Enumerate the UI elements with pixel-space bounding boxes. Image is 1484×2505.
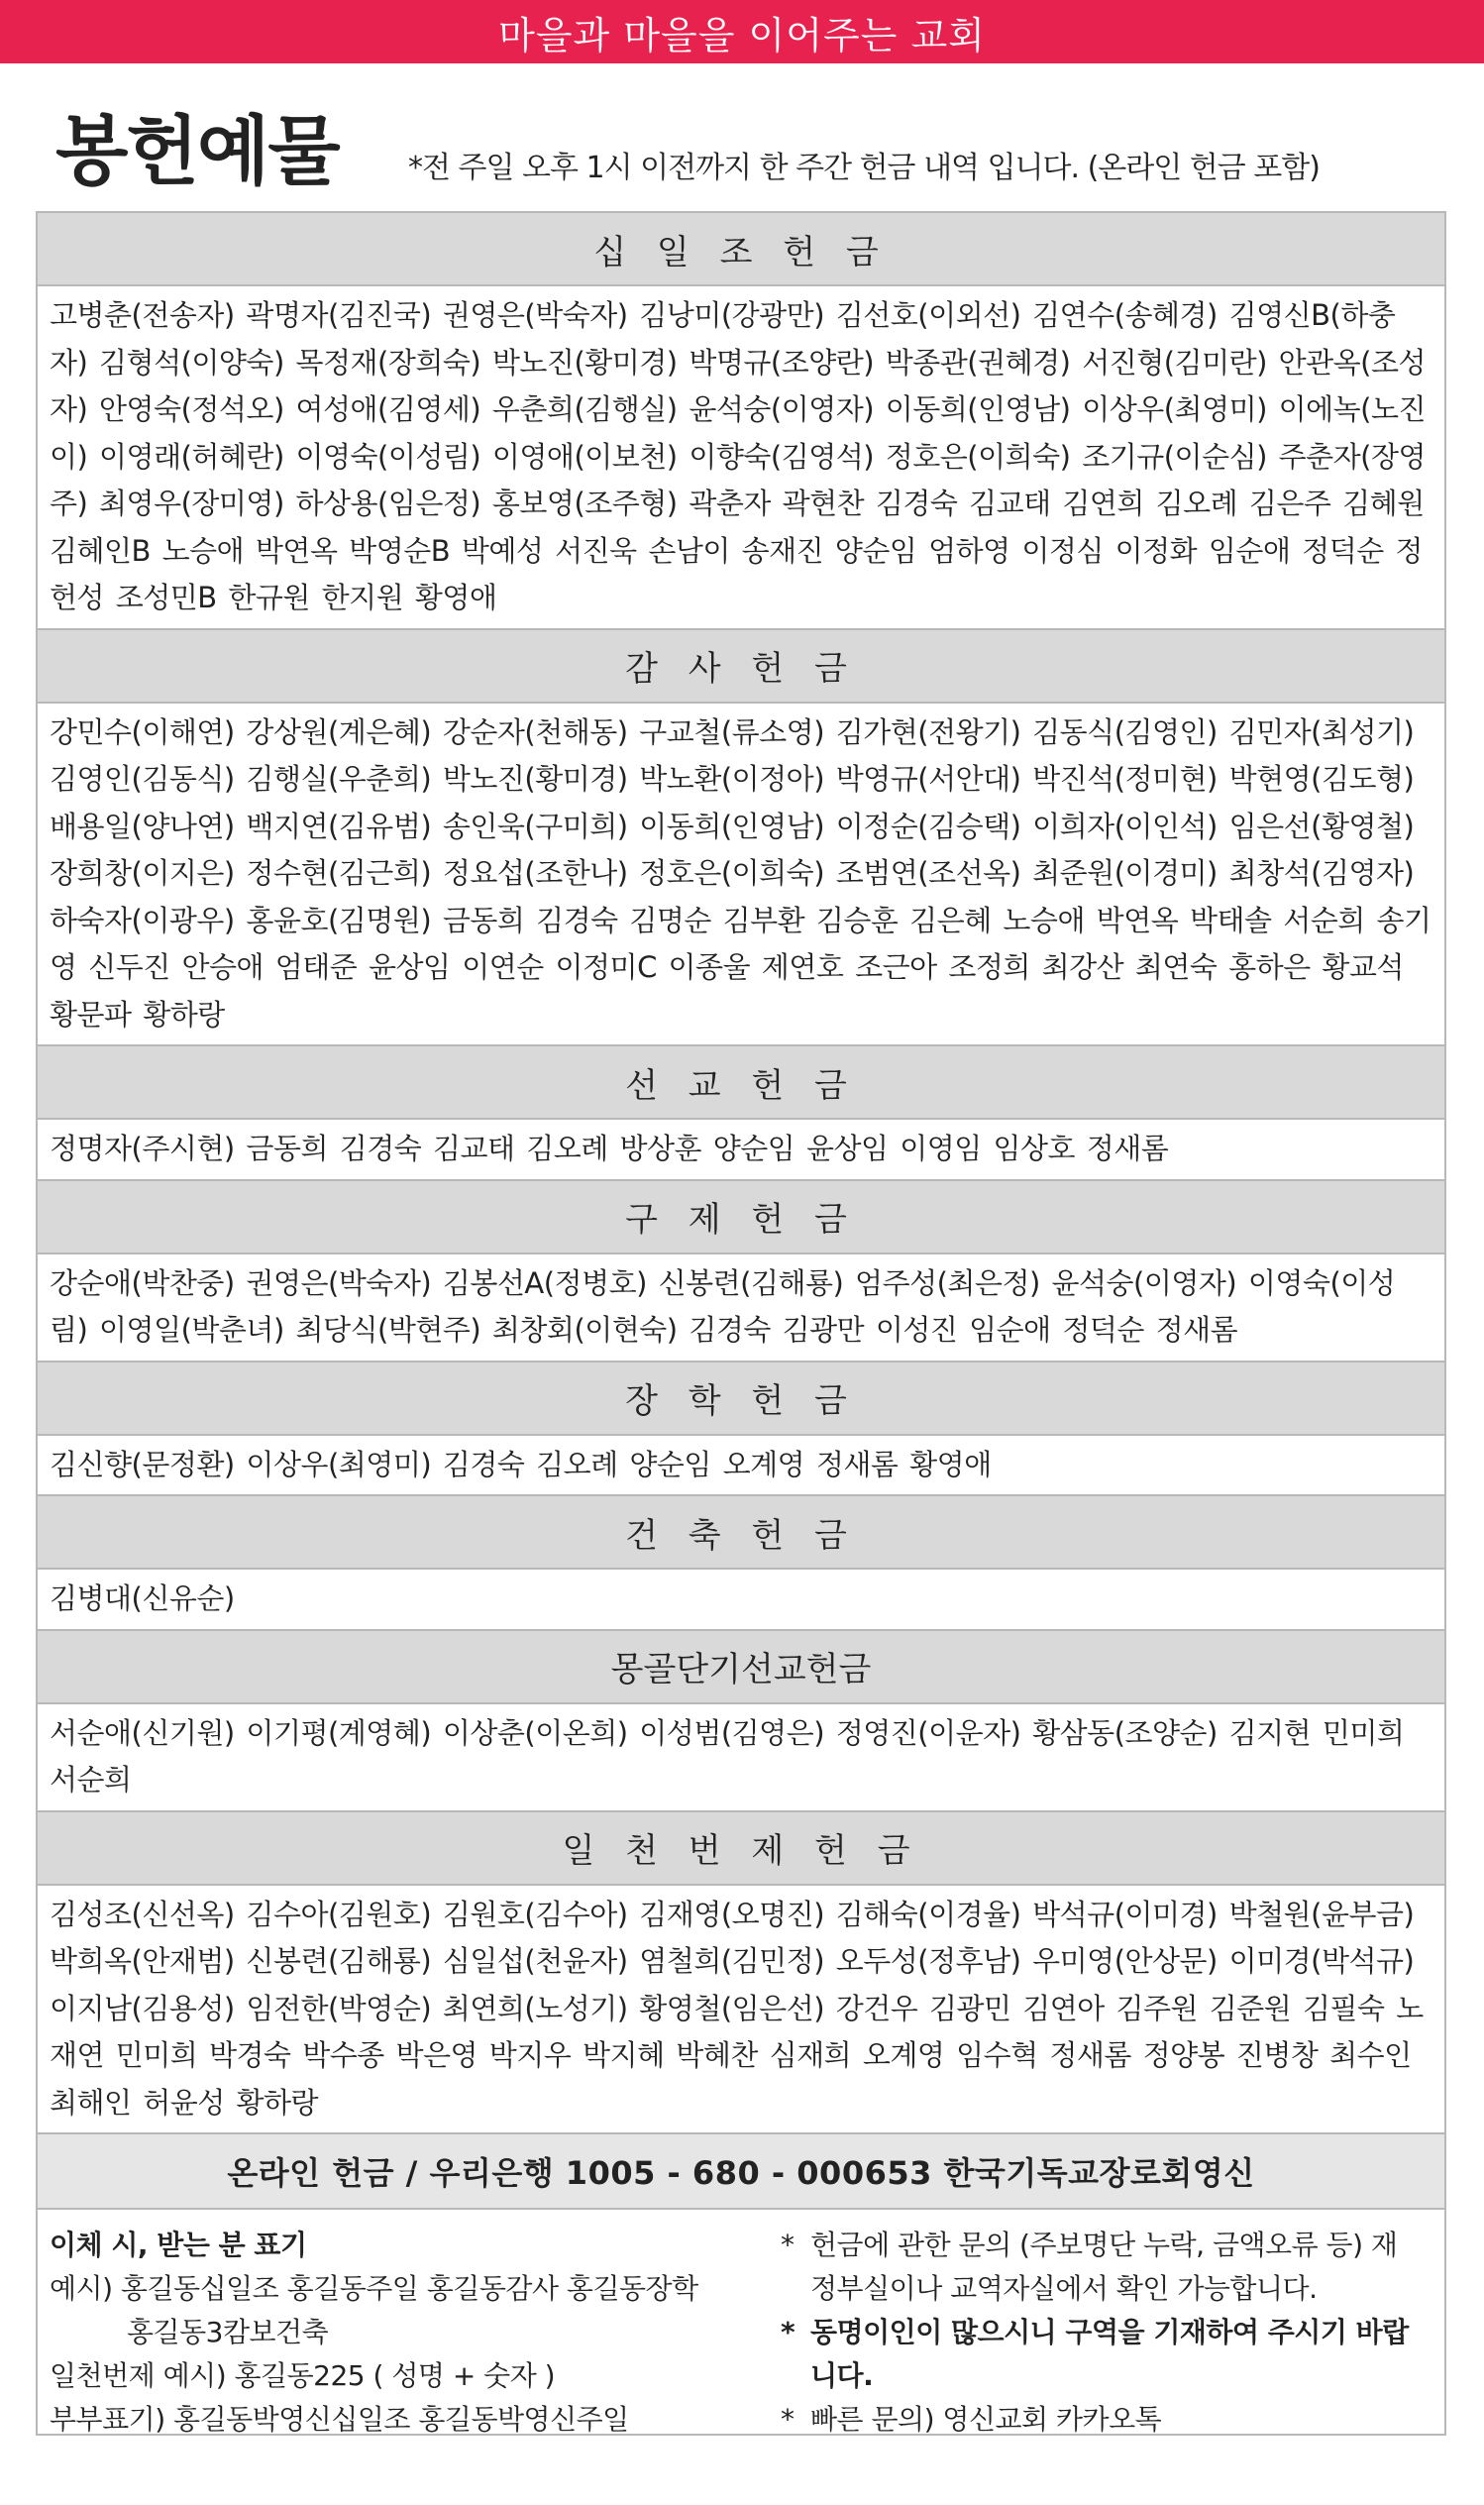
note-star: * — [781, 2229, 795, 2261]
online-bank-line: 온라인 헌금 / 우리은행 1005 - 680 - 000653 한국기독교장로회영신 — [38, 2134, 1444, 2210]
note-item — [781, 2398, 1415, 2442]
transfer-guide — [50, 2224, 781, 2442]
section-names-building: 김병대(신유순) — [38, 1570, 1444, 1631]
note-item — [781, 2311, 1415, 2398]
section-title-mission: 선 교 헌 금 — [38, 1046, 1444, 1120]
section-names-thousand: 김성조(신선옥) 김수아(김원호) 김원호(김수아) 김재영(오명진) 김해숙(이경율) 박석규(이미경) 박철원(윤부금) 박희옥(안재범) 신봉련(김해룡) 심일섭(천윤자) 염철희(김민정) 오두성(정후남) 우미영(안상문) 이미경(박석규) 이지남(김용성) 임전한(박영순) 최연희(노성기) 황영철(임은선) 강건우 김광민 김연아 김주원 김준원 김필숙 노재연 민미희 박경숙 박수종 박은영 박지우 박지혜 박혜찬 심재희 오계영 임수혁 정새롬 정양봉 진병창 최수인 최해인 허윤성 황하랑 — [38, 1886, 1444, 2135]
header-banner — [0, 0, 1484, 63]
note-text: 헌금에 관한 문의 (주보명단 누락, 금액오류 등) 재정부실이나 교역자실에서 확인 가능합니다. — [810, 2229, 1398, 2305]
transfer-example-1-cont: 홍길동3캄보건축 — [127, 2316, 329, 2348]
section-title-scholarship: 장 학 헌 금 — [38, 1362, 1444, 1436]
section-title-building: 건 축 헌 금 — [38, 1496, 1444, 1570]
transfer-example-1: 예시) 홍길동십일조 홍길동주일 홍길동감사 홍길동장학 — [50, 2272, 698, 2305]
section-title-mongolia: 몽골단기선교헌금 — [38, 1631, 1444, 1704]
footer-info — [38, 2210, 1444, 2450]
note-text: 동명이인이 많으시니 구역을 기재하여 주시기 바랍니다. — [810, 2316, 1409, 2392]
note-star: * — [781, 2403, 795, 2436]
section-names-thanks: 강민수(이해연) 강상원(계은혜) 강순자(천해동) 구교철(류소영) 김가현(전왕기) 김동식(김영인) 김민자(최성기) 김영인(김동식) 김행실(우춘희) 박노진(황미경) 박노환(이정아) 박영규(서안대) 박진석(정미현) 박현영(김도형) 배용일(양나연) 백지연(김유범) 송인욱(구미희) 이동희(인영남) 이정순(김승택) 이희자(이인석) 임은선(황영철) 장희창(이지은) 정수현(김근희) 정요섭(조한나) 정호은(이희숙) 조범연(조선옥) 최준원(이경미) 최창석(김영자) 하숙자(이광우) 홍윤호(김명원) 금동희 김경숙 김명순 김부환 김승훈 김은혜 노승애 박연옥 박태솔 서순희 송기영 신두진 안승애 엄태준 윤상임 이연순 이정미C 이종울 제연호 조근아 조정희 최강산 최연숙 홍하은 황교석 황문파 황하랑 — [38, 704, 1444, 1047]
section-names-mongolia: 서순애(신기원) 이기평(계영혜) 이상춘(이온희) 이성범(김영은) 정영진(이운자) 황삼동(조양순) 김지현 민미희 서순희 — [38, 1704, 1444, 1812]
notes — [781, 2224, 1415, 2442]
title-row — [0, 63, 1484, 212]
section-title-relief: 구 제 헌 금 — [38, 1181, 1444, 1254]
page-title: 봉헌예물 — [55, 107, 339, 195]
section-names-tithe: 고병춘(전송자) 곽명자(김진국) 권영은(박숙자) 김낭미(강광만) 김선호(이외선) 김연수(송혜경) 김영신B(하충자) 김형석(이양숙) 목정재(장희숙) 박노진(황미경) 박명규(조양란) 박종관(권혜경) 서진형(김미란) 안관옥(조성자) 안영숙(정석오) 여성애(김영세) 우춘희(김행실) 윤석숭(이영자) 이동희(인영남) 이상우(최영미) 이에녹(노진이) 이영래(허혜란) 이영숙(이성림) 이영애(이보천) 이향숙(김영석) 정호은(이희숙) 조기규(이순심) 주춘자(장영주) 최영우(장미영) 하상용(임은정) 홍보영(조주형) 곽춘자 곽현찬 김경숙 김교태 김연희 김오례 김은주 김혜원 김혜인B 노승애 박연옥 박영순B 박예성 서진욱 손남이 송재진 양순임 엄하영 이정심 이정화 임순애 정덕순 정헌성 조성민B 한규원 한지원 황영애 — [38, 286, 1444, 630]
transfer-example-2: 일천번제 예시) 홍길동225 ( 성명 + 숫자 ) — [50, 2359, 556, 2392]
section-names-scholarship: 김신향(문정환) 이상우(최영미) 김경숙 김오례 양순임 오계영 정새롬 황영애 — [38, 1436, 1444, 1497]
section-title-tithe: 십 일 조 헌 금 — [38, 213, 1444, 286]
section-title-thanks: 감 사 헌 금 — [38, 630, 1444, 704]
note-star: * — [781, 2316, 795, 2348]
offering-table — [36, 211, 1446, 2436]
transfer-example-3: 부부표기) 홍길동박영신십일조 홍길동박영신주일 — [50, 2403, 629, 2436]
section-title-thousand: 일 천 번 제 헌 금 — [38, 1812, 1444, 1886]
page-notice: *전 주일 오후 1시 이전까지 한 주간 헌금 내역 입니다. (온라인 헌금 포함) — [408, 151, 1320, 185]
section-names-mission: 정명자(주시현) 금동희 김경숙 김교태 김오례 방상훈 양순임 윤상임 이영임 임상호 정새롬 — [38, 1120, 1444, 1181]
note-text: 빠른 문의) 영신교회 카카오톡 — [810, 2403, 1162, 2436]
note-item — [781, 2224, 1415, 2311]
transfer-guide-heading: 이체 시, 받는 분 표기 — [50, 2229, 307, 2261]
section-names-relief: 강순애(박찬중) 권영은(박숙자) 김봉선A(정병호) 신봉련(김해룡) 엄주성(최은정) 윤석숭(이영자) 이영숙(이성림) 이영일(박춘녀) 최당식(박현주) 최창회(이현숙) 김경숙 김광만 이성진 임순애 정덕순 정새롬 — [38, 1254, 1444, 1362]
banner-text: 마을과 마을을 이어주는 교회 — [498, 13, 986, 57]
